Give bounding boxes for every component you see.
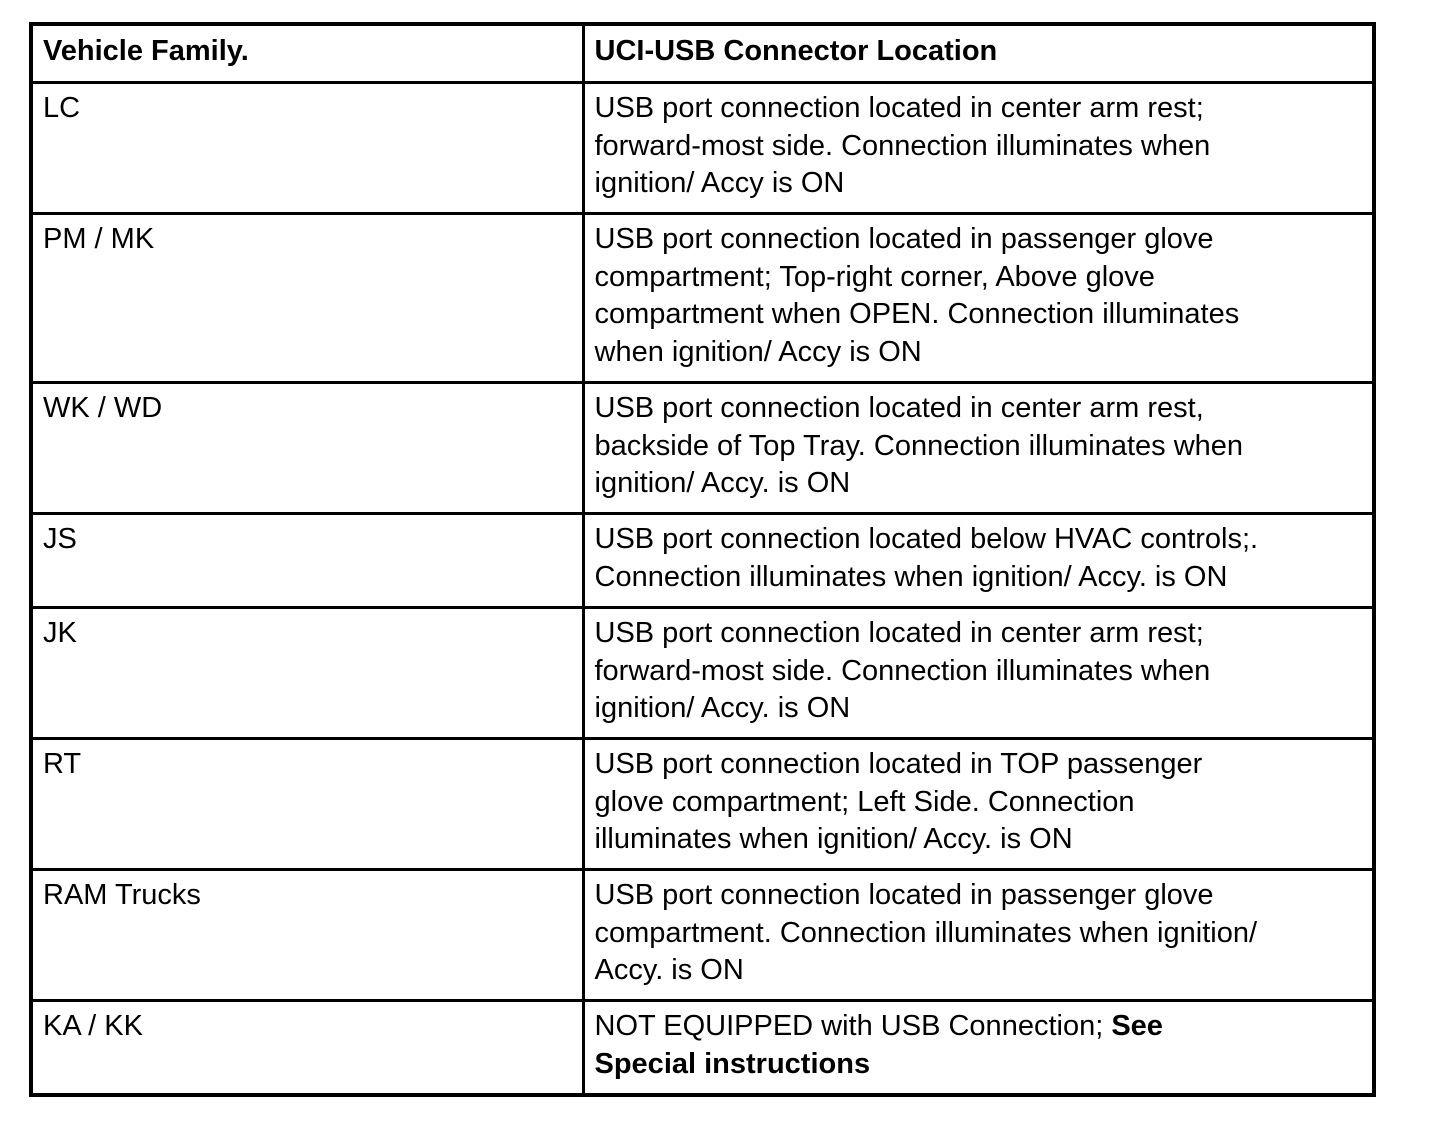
connector-location-cell: USB port connection located below HVAC controls;. Connection illuminates when ignition/ Accy. is ON — [583, 514, 1374, 608]
connector-location-cell: USB port connection located in center arm rest; forward-most side. Connection illuminates when ignition/ Accy is ON — [583, 83, 1374, 214]
connector-location-cell: USB port connection located in center arm rest, backside of Top Tray. Connection illuminates when ignition/ Accy. is ON — [583, 383, 1374, 514]
vehicle-family-cell: JK — [31, 608, 583, 739]
table-row — [31, 870, 1374, 1001]
special-instructions-note: See Special instructions — [594, 1010, 1163, 1080]
vehicle-family-cell: PM / MK — [31, 214, 583, 383]
table-row — [31, 739, 1374, 870]
vehicle-family-cell: RAM Trucks — [31, 870, 583, 1001]
connector-location-text: NOT EQUIPPED with USB Connection; — [594, 1010, 1112, 1042]
table-row — [31, 83, 1374, 214]
header-connector-location: UCI-USB Connector Location — [583, 24, 1374, 83]
connector-location-cell: USB port connection located in passenger glove compartment. Connection illuminates when ignition/ Accy. is ON — [583, 870, 1374, 1001]
table-row — [31, 214, 1374, 383]
connector-location-cell — [583, 1001, 1374, 1096]
connector-location-cell: USB port connection located in passenger glove compartment; Top-right corner, Above glove compartment when OPEN. Connection illuminates when ignition/ Accy is ON — [583, 214, 1374, 383]
connector-location-cell: USB port connection located in center arm rest; forward-most side. Connection illuminates when ignition/ Accy. is ON — [583, 608, 1374, 739]
vehicle-family-cell: KA / KK — [31, 1001, 583, 1096]
table-row — [31, 608, 1374, 739]
header-vehicle-family: Vehicle Family. — [31, 24, 583, 83]
table-row — [31, 1001, 1374, 1096]
vehicle-family-cell: RT — [31, 739, 583, 870]
table-row — [31, 383, 1374, 514]
vehicle-family-cell: LC — [31, 83, 583, 214]
vehicle-family-cell: JS — [31, 514, 583, 608]
vehicle-family-cell: WK / WD — [31, 383, 583, 514]
table-row — [31, 514, 1374, 608]
usb-connector-table — [29, 22, 1376, 1097]
header-row — [31, 24, 1374, 83]
connector-location-cell: USB port connection located in TOP passenger glove compartment; Left Side. Connection illuminates when ignition/ Accy. is ON — [583, 739, 1374, 870]
